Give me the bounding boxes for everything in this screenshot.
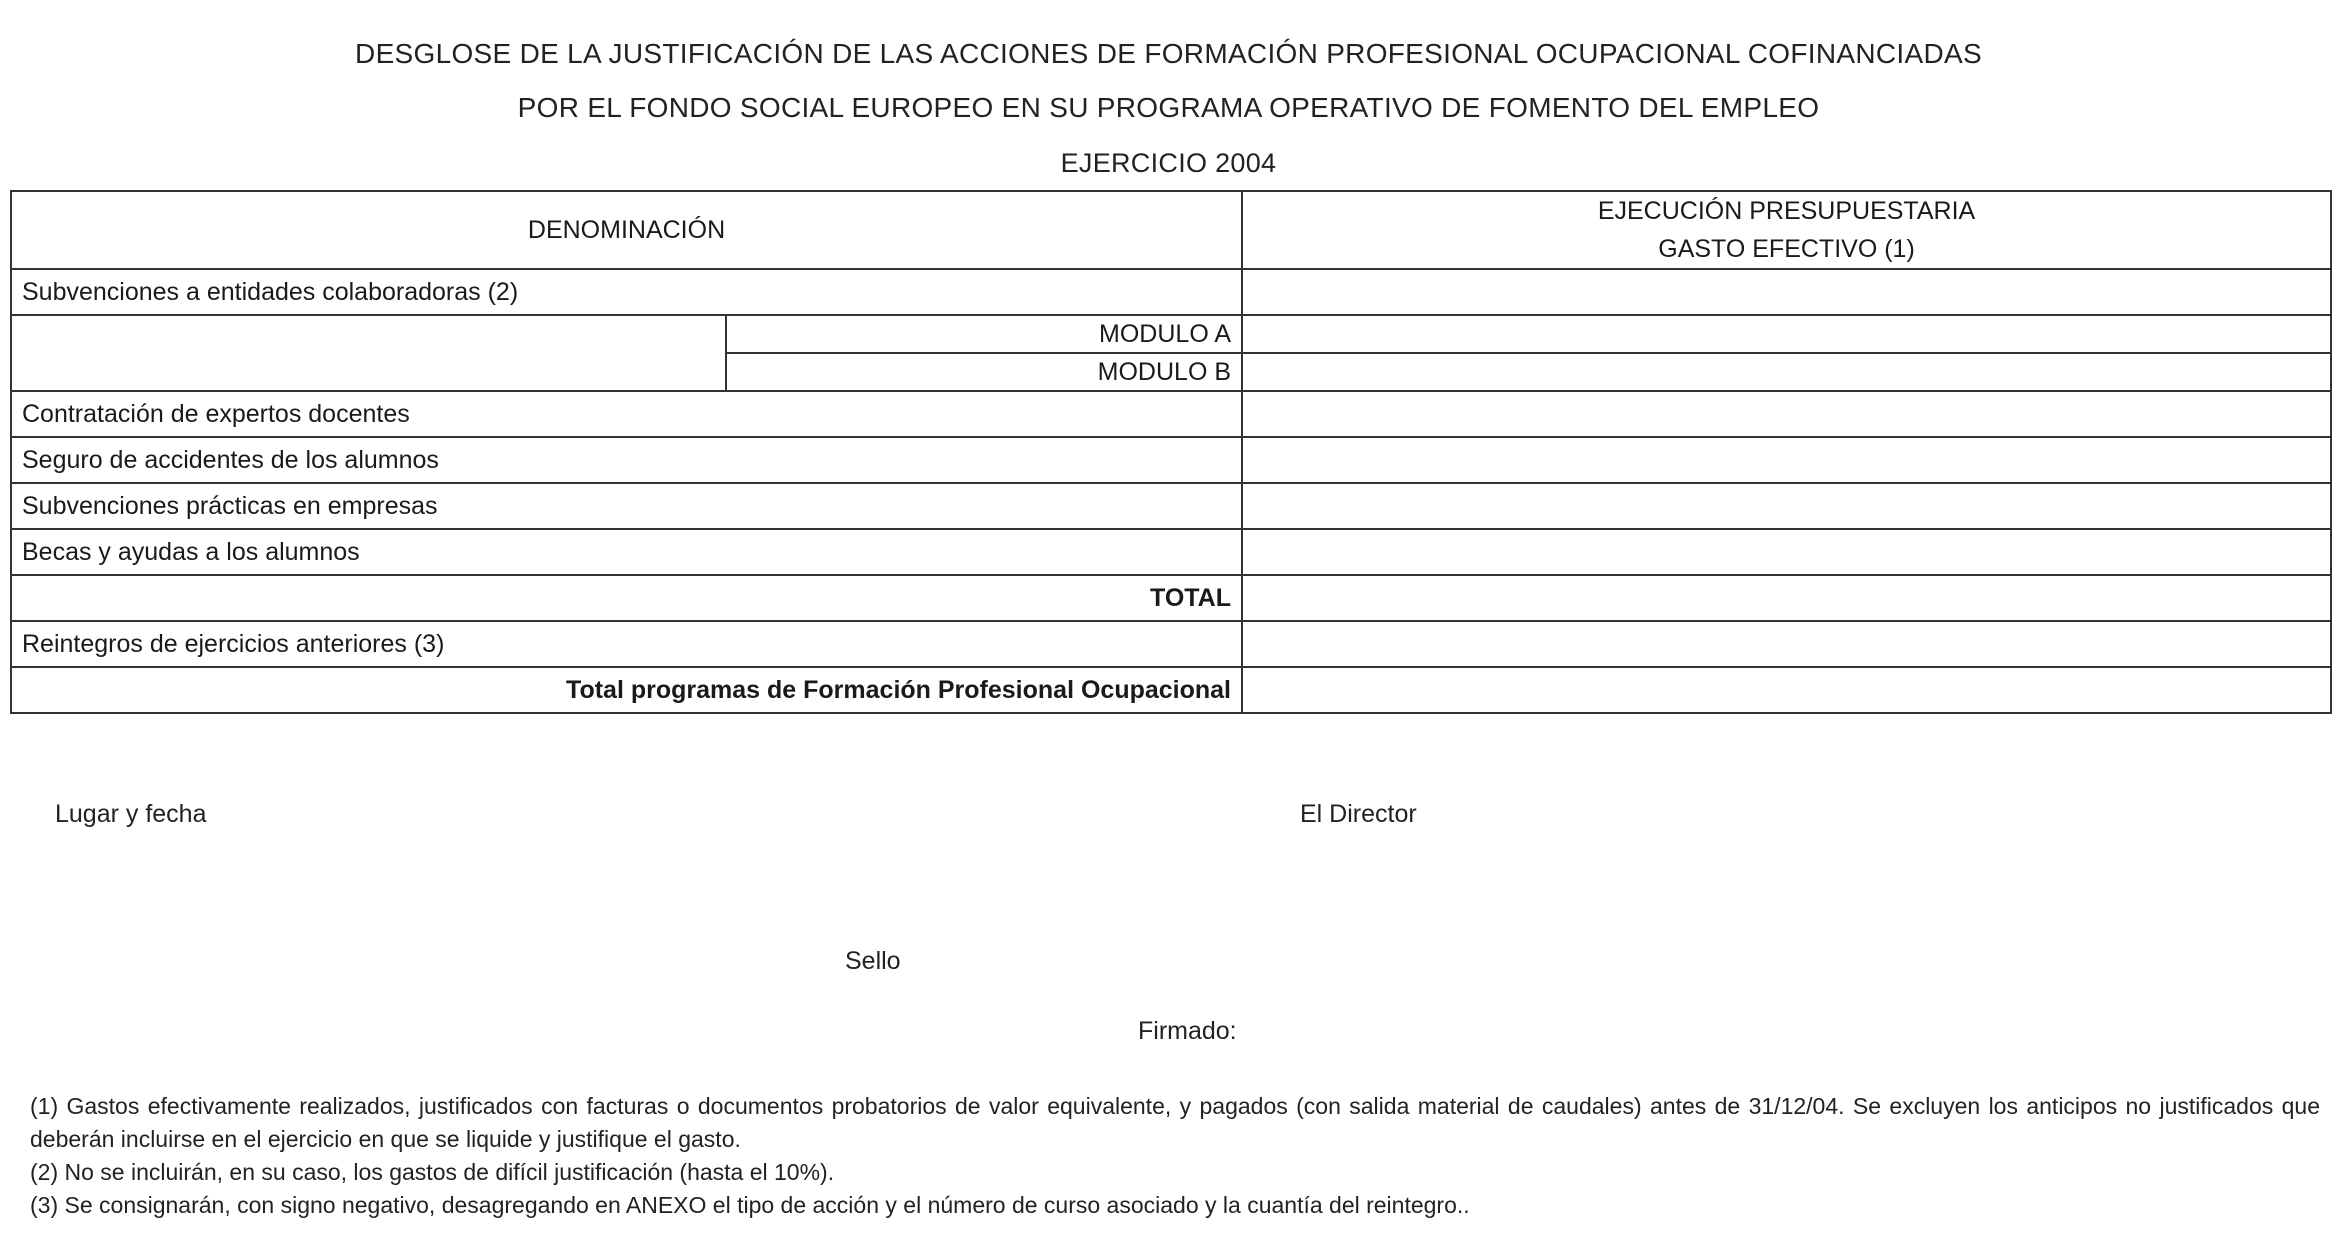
header-ejecucion-presupuestaria: [1242, 191, 2331, 269]
amount-cell-total[interactable]: [1242, 575, 2331, 621]
document-year: EJERCICIO 2004: [1060, 148, 1277, 178]
amount-cell-reintegros[interactable]: [1242, 621, 2331, 667]
table-header-row: [11, 191, 2331, 269]
document-title-line-1: DESGLOSE DE LA JUSTIFICACIÓN DE LAS ACCIONES DE FORMACIÓN PROFESIONAL OCUPACIONAL COFINANCIADAS: [355, 38, 1982, 69]
header-denominacion: DENOMINACIÓN: [11, 191, 1242, 269]
table-row-total: [11, 575, 2331, 621]
header-ejecucion-line1: EJECUCIÓN PRESUPUESTARIA: [1597, 197, 1976, 225]
modulo-blank-cell: [11, 315, 726, 391]
label-becas-ayudas: Becas y ayudas a los alumnos: [11, 529, 1242, 575]
document-title-line-2: POR EL FONDO SOCIAL EUROPEO EN SU PROGRAMA OPERATIVO DE FOMENTO DEL EMPLEO: [517, 92, 1820, 123]
footnote-1: (1) Gastos efectivamente realizados, justificados con facturas o documentos probatorios de valor equivalente, y pagados (con salida material de caudales) antes de 31/12/04. Se excluyen los anticipos no justificados que deberán incluirse en el ejercicio en que se liquide y justifique el gasto.: [30, 1093, 2320, 1152]
label-reintegros: Reintegros de ejercicios anteriores (3): [11, 621, 1242, 667]
table-row-total-programas: [11, 667, 2331, 713]
budget-justification-table: [10, 190, 2332, 714]
table-row-subvenciones-entidades: [11, 269, 2331, 315]
table-row-contratacion-expertos: [11, 391, 2331, 437]
amount-cell-modulo-a[interactable]: [1242, 315, 2331, 353]
label-total-programas: Total programas de Formación Profesional Ocupacional: [11, 667, 1242, 713]
label-modulo-b: MODULO B: [726, 353, 1242, 391]
table-row-subvenciones-practicas: [11, 483, 2331, 529]
label-total: TOTAL: [11, 575, 1242, 621]
sello-label: Sello: [845, 947, 901, 975]
amount-cell-seguro-accidentes[interactable]: [1242, 437, 2331, 483]
footnote-3: (3) Se consignarán, con signo negativo, desagregando en ANEXO el tipo de acción y el número de curso asociado y la cuantía del reintegro..: [30, 1192, 1470, 1218]
label-subvenciones-practicas: Subvenciones prácticas en empresas: [11, 483, 1242, 529]
amount-cell-becas-ayudas[interactable]: [1242, 529, 2331, 575]
director-label: El Director: [1300, 800, 1417, 828]
lugar-fecha-label: Lugar y fecha: [55, 800, 207, 828]
label-subvenciones-entidades: Subvenciones a entidades colaboradoras (2): [11, 269, 1242, 315]
footnotes: [30, 1090, 2320, 1222]
amount-cell-subvenciones-practicas[interactable]: [1242, 483, 2331, 529]
label-contratacion-expertos: Contratación de expertos docentes: [11, 391, 1242, 437]
table-row-modulo-a: [11, 315, 2331, 353]
header-ejecucion-line2: GASTO EFECTIVO (1): [1658, 235, 1915, 263]
firmado-label: Firmado:: [1138, 1017, 1237, 1045]
table-row-becas-ayudas: [11, 529, 2331, 575]
table-row-seguro-accidentes: [11, 437, 2331, 483]
amount-cell-modulo-b[interactable]: [1242, 353, 2331, 391]
amount-cell-subvenciones-entidades[interactable]: [1242, 269, 2331, 315]
table-row-reintegros: [11, 621, 2331, 667]
label-seguro-accidentes: Seguro de accidentes de los alumnos: [11, 437, 1242, 483]
amount-cell-total-programas[interactable]: [1242, 667, 2331, 713]
amount-cell-contratacion-expertos[interactable]: [1242, 391, 2331, 437]
footnote-2: (2) No se incluirán, en su caso, los gastos de difícil justificación (hasta el 10%).: [30, 1159, 835, 1185]
label-modulo-a: MODULO A: [726, 315, 1242, 353]
